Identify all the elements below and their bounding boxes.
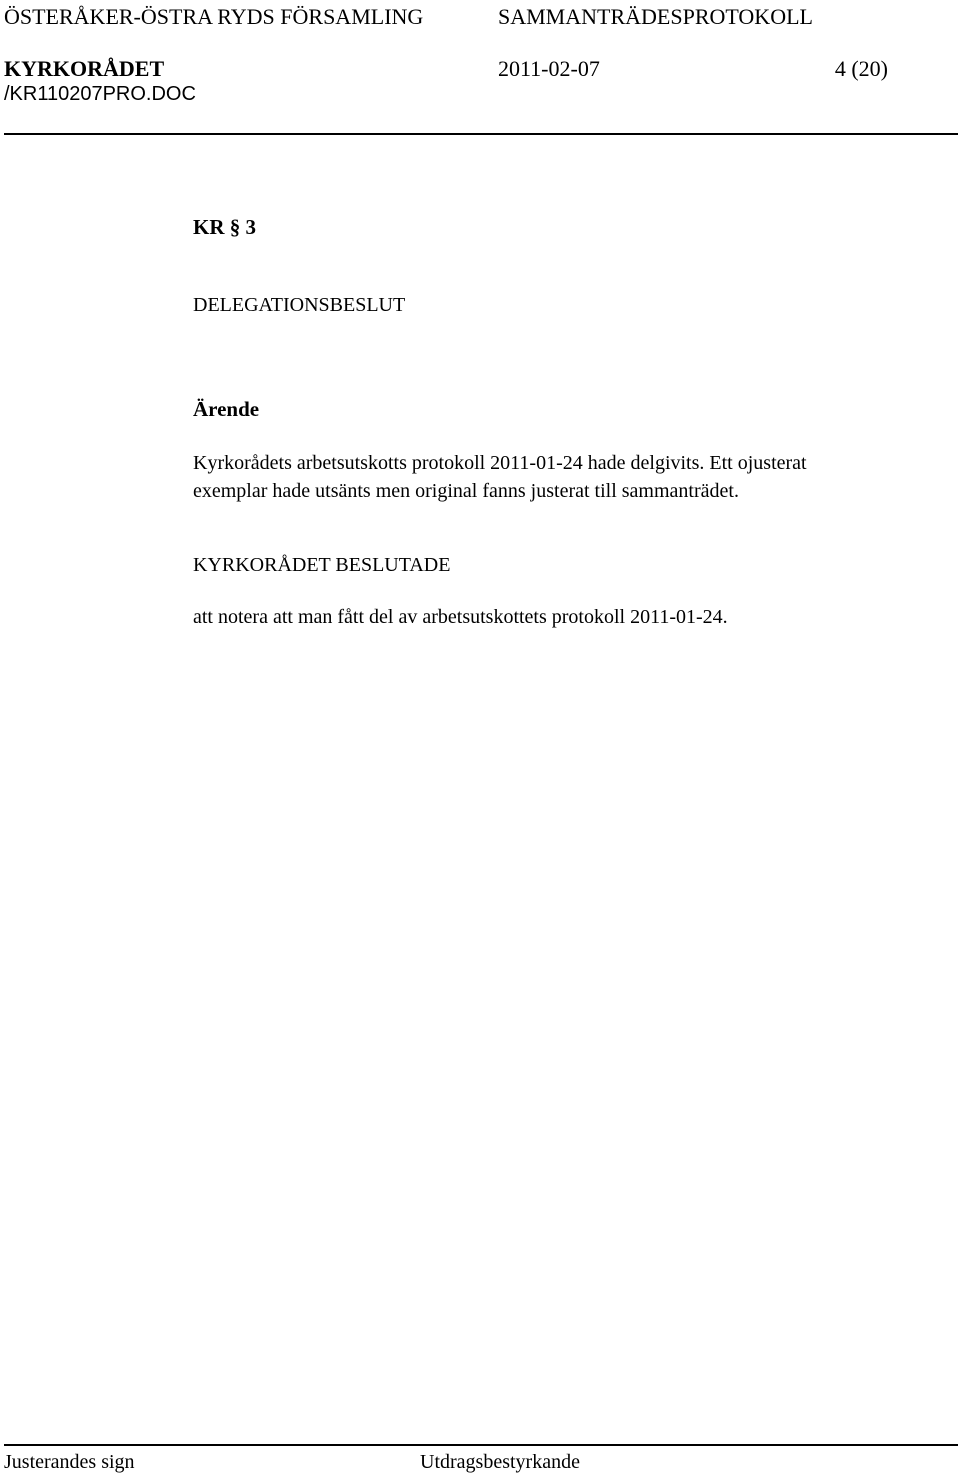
section-title: DELEGATIONSBESLUT <box>193 294 406 316</box>
document-filename: /KR110207PRO.DOC <box>4 83 196 105</box>
section-number: KR § 3 <box>193 215 256 239</box>
case-heading: Ärende <box>193 397 260 421</box>
footer-signature-label: Justerandes sign <box>4 1451 135 1473</box>
case-line: exemplar hade utsänts men original fanns justerat till sammanträdet. <box>193 480 739 502</box>
body-name: KYRKORÅDET <box>4 56 165 81</box>
page-number: 4 (20) <box>834 56 888 81</box>
meeting-date: 2011-02-07 <box>498 56 600 81</box>
document-type: SAMMANTRÄDESPROTOKOLL <box>498 4 813 29</box>
case-line: Kyrkorådets arbetsutskotts protokoll 2011-01-24 hade delgivits. Ett ojusterat <box>193 452 807 474</box>
decision-heading: KYRKORÅDET BESLUTADE <box>193 554 451 576</box>
decision-text: att notera att man fått del av arbetsutskottets protokoll 2011-01-24. <box>193 606 728 628</box>
footer-certification-label: Utdragsbestyrkande <box>420 1451 580 1473</box>
case-description <box>193 449 913 505</box>
footer-rule <box>4 1444 958 1446</box>
organization-name: ÖSTERÅKER-ÖSTRA RYDS FÖRSAMLING <box>4 4 424 29</box>
header-rule <box>4 133 958 135</box>
